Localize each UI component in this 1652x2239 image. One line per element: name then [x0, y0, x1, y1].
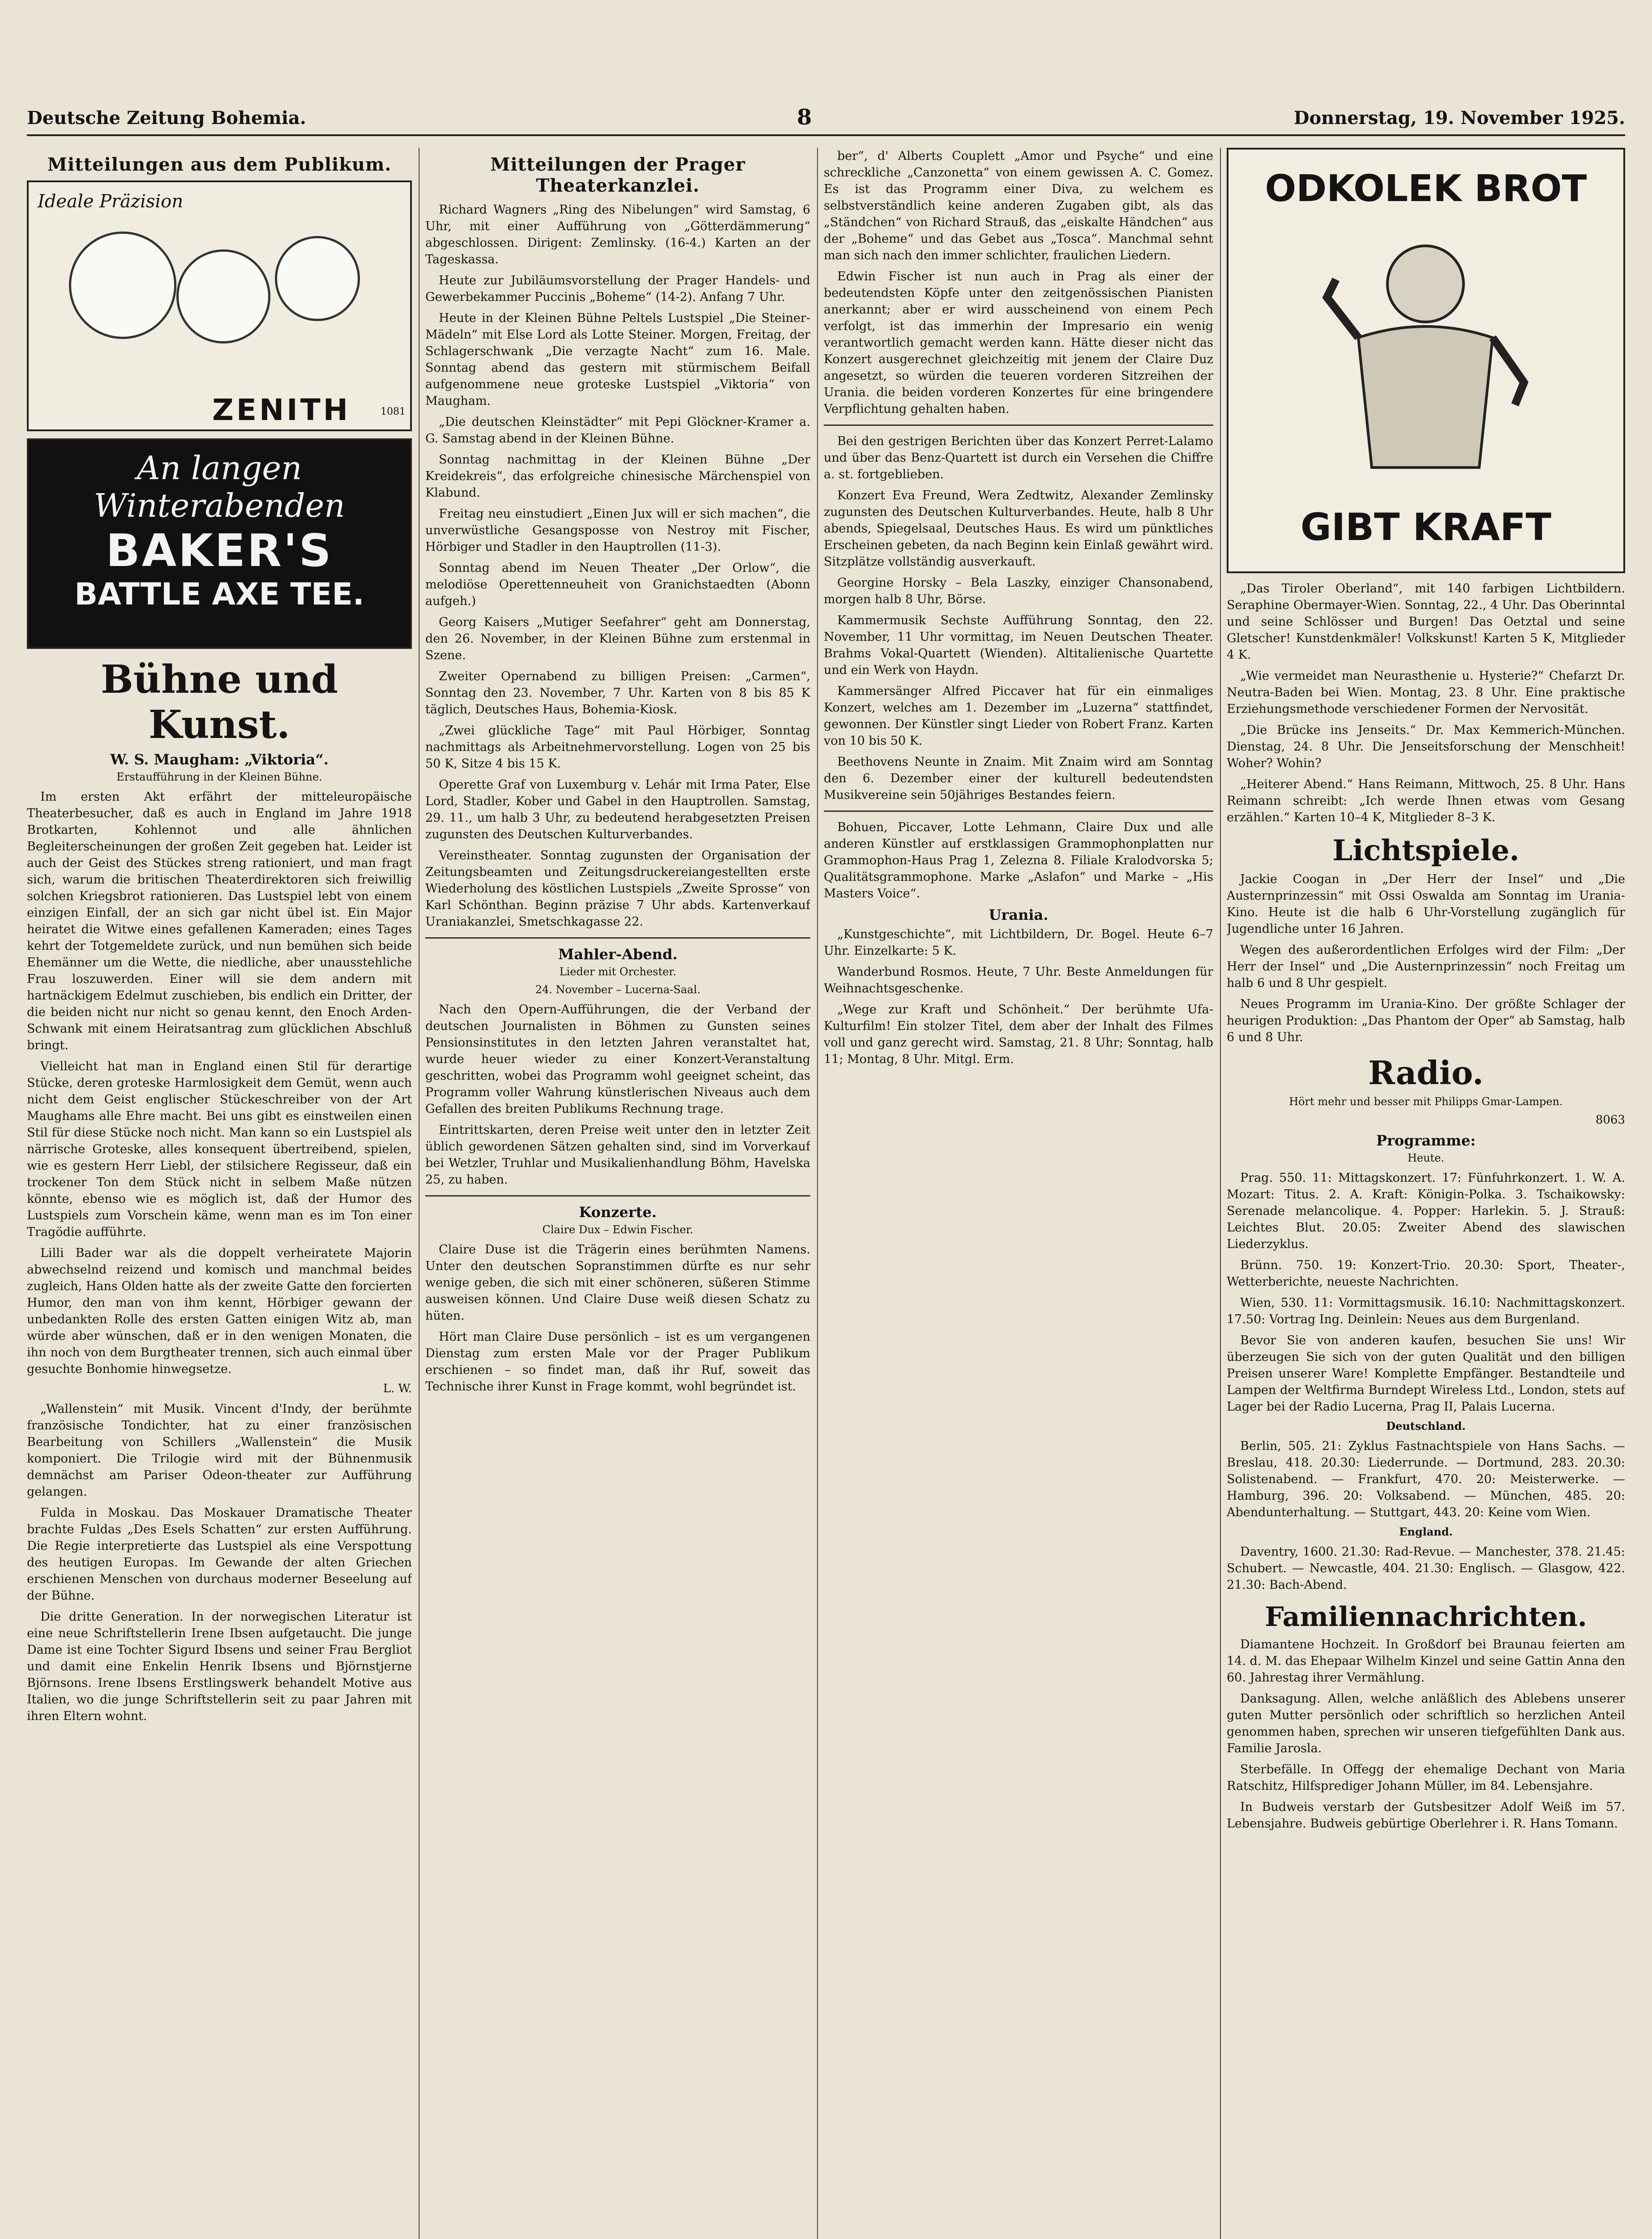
article-paragraph: Hört man Claire Duse persönlich – ist es um vergangenen Dienstag zum ersten Male vor der Prager Publikum erschienen – so findet man, daß ihr Ruf, soweit das Technische ihrer Kunst in Frage kommt, wohl begründet ist.	[425, 1330, 810, 1394]
ad-product: BATTLE AXE TEE.	[74, 577, 364, 612]
notice-paragraph: Georgine Horsky – Bela Laszky, einziger Chansonabend, morgen halb 8 Uhr, Börse.	[824, 576, 1213, 606]
article-paragraph: Claire Duse ist die Trägerin eines berühmten Namens. Unter den deutschen Sopranstimmen dürfte es nur sehr wenige geben, die sich mit einer schöneren, süßeren Stimme ausweisen können. Und Claire Duse weiß diesen Schatz zu hüten.	[425, 1243, 810, 1323]
notice-paragraph: „Zwei glückliche Tage“ mit Paul Hörbiger, Sonntag nachmittags als Arbeitnehmervorstellung. Logen von 25 bis 50 K, Sitze 4 bis 15 K.	[425, 724, 810, 771]
notice-paragraph: Wanderbund Rosmos. Heute, 7 Uhr. Beste Anmeldungen für Weihnachtsgeschenke.	[824, 965, 1213, 995]
column-2	[425, 148, 810, 2239]
family-notice: Danksagung. Allen, welche anläßlich des Ablebens unserer guten Mutter persönlich oder schriftlich so herzlichen Anteil genommen haben, sprechen wir unseren tiefgefühlten Dank aus. Familie Jarosla.	[1227, 1692, 1625, 1755]
divider	[824, 425, 1213, 426]
country-heading: Deutschland.	[1386, 1420, 1466, 1433]
notice-paragraph: „Wie vermeidet man Neurasthenie u. Hysterie?“ Chefarzt Dr. Neutra-Baden bei Wien. Montag, 23. 8 Uhr. Eine praktische Erziehungsmethode verschiedener Formen der Nervosität.	[1227, 669, 1625, 716]
pocket-watch-icon	[275, 236, 360, 321]
divider	[425, 937, 810, 939]
notice-paragraph: Bohuen, Piccaver, Lotte Lehmann, Claire Dux und alle anderen Künstler auf erstklassigen Grammophonplatten nur Grammophon-Haus Prag 1, Zelezna 8. Filiale Kralodvorska 5; Qualitätsgrammophone. Marke „Aslafon“ und Marke – „His Masters Voice“.	[824, 820, 1213, 901]
notice-paragraph: Wegen des außerordentlichen Erfolges wird der Film: „Der Herr der Insel“ und „Die Austernprinzessin“ noch Freitag um halb 6 und 8 Uhr gespielt.	[1227, 943, 1625, 990]
section-heading: Mitteilungen aus dem Publikum.	[47, 154, 392, 175]
column-rule	[817, 148, 818, 2239]
section-title: Familiennachrichten.	[1265, 1601, 1587, 1633]
notice-paragraph: „Heiterer Abend.“ Hans Reimann, Mittwoch, 25. 8 Uhr. Hans Reimann schreibt: „Ich werde Ihnen etwas vom Gesang erzählen.“ Karten 10–4 K, Mitglieder 8–3 K.	[1227, 777, 1625, 824]
notice-paragraph: Georg Kaisers „Mutiger Seefahrer“ geht am Donnerstag, den 26. November, in der Kleinen Bühne zum erstenmal in Szene.	[425, 615, 810, 662]
section-title: Urania.	[989, 906, 1049, 923]
notice-paragraph: Kammermusik Sechste Aufführung Sonntag, den 22. November, 11 Uhr vormittag, im Neuen Deutschen Theater. Brahms Vokal-Quartett (Wienden). Altitalienische Quartette und ein Werk von Haydn.	[824, 613, 1213, 677]
notice-paragraph: „Kunstgeschichte“, mit Lichtbildern, Dr. Bogel. Heute 6–7 Uhr. Einzelkarte: 5 K.	[824, 927, 1213, 958]
notice-paragraph: Freitag neu einstudiert „Einen Jux will er sich machen“, die unverwüstliche Gesangsposse von Nestroy mit Fischer, Hörbiger und Stadler in den Hauptrollen (11-3).	[425, 507, 810, 554]
pocket-watch-icon	[176, 249, 270, 343]
ad-slogan: Ideale Präzision	[38, 191, 184, 212]
notice-paragraph: Jackie Coogan in „Der Herr der Insel“ und „Die Austernprinzessin“ mit Ossi Oswalda am Sonntag im Urania-Kino. Heute ist die halb 6 Uhr-Vorstellung zugänglich für Jugendliche unter 16 Jahren.	[1227, 872, 1625, 936]
section-title: Radio.	[1368, 1054, 1484, 1092]
radio-subtitle: Hört mehr und besser mit Philipps Gmar-Lampen.	[1289, 1095, 1563, 1108]
article-paragraph: Edwin Fischer ist nun auch in Prag als einer der bedeutendsten Köpfe unter den zeitgenössischen Pianisten anerkannt; aber er wird ausscheinend von einem Pech verfolgt, ist das immerhin der Impresario ein wenig verantwortlich gemacht werden kann. Hätte dieser nicht das Konzert ausgerechnet gleichzeitig mit jenem der Claire Duz angesetzt, so würden die teueren vorderen Sitzreihen der Urania. die beiden vorderen Konzertes für eine bringendere Verpflichtung gehalten haben.	[824, 270, 1213, 416]
article-title: Konzerte.	[579, 1204, 657, 1221]
notice-paragraph: „Die Brücke ins Jenseits.“ Dr. Max Kemmerich-München. Dienstag, 24. 8 Uhr. Die Jenseitsforschung der Menschheit! Woher? Wohin?	[1227, 723, 1625, 770]
article-paragraph: ber“, d' Alberts Couplett „Amor und Psyche“ und eine schreckliche „Canzonetta“ von einem gewissen A. C. Gomez. Es ist das Programm einer Diva, zu welchem es selbstverständlich keine anderen Zugaben gibt, als das „Ständchen“ von Richard Strauß, das „eiskalte Händchen“ aus der „Boheme“ und das Gebet aus „Tosca“. Manchmal sehnt man sich nach den immer schlichter, fraulichen Liedern.	[824, 149, 1213, 262]
family-notice: Diamantene Hochzeit. In Großdorf bei Braunau feierten am 14. d. M. das Ehepaar Wilhelm Kinzel und seine Gattin Anna den 60. Jahrestag ihrer Vermählung.	[1227, 1638, 1625, 1685]
notice-paragraph: Heute in der Kleinen Bühne Peltels Lustspiel „Die Steiner-Mädeln“ mit Else Lord als Lotte Steiner. Morgen, Freitag, der Schlagerschwank „Die verzagte Nacht“ zum 16. Male. Sonntag abend das gestern mit stürmischem Beifall aufgenommene neue groteske Lustspiel „Viktoria“ von Maugham.	[425, 311, 810, 408]
article-paragraph: Lilli Bader war als die doppelt verheiratete Majorin abwechselnd reizend und komisch und manchmal beides zugleich, Hans Olden hatte als der zweite Gatte den forcierten Humor, den man von ihm kennt, Hörbiger gewann der unbedankten Rolle des ersten Gatten einigen Witz ab, man würde aber wünschen, daß er in den wenigen Monaten, die ihn noch von dem Burgtheater trennen, sich auch einmal über gesuchte Bonhomie hinwegsetze.	[27, 1246, 412, 1376]
notice-paragraph: Sonntag abend im Neuen Theater „Der Orlow“, die melodiöse Operettenneuheit von Granichstaedten (Abonn aufgeh.)	[425, 561, 810, 608]
article-paragraph: Fulda in Moskau. Das Moskauer Dramatische Theater brachte Fuldas „Des Esels Schatten“ zur ersten Aufführung. Die Regie interpretierte das Lustspiel als eine Verspottung des heutigen Europas. Im Gewande der alten Griechen erschienen Menschen von durchaus moderner Beseelung auf der Bühne.	[27, 1506, 412, 1603]
notice-paragraph: Kammersänger Alfred Piccaver hat für ein einmaliges Konzert, welches am 1. Dezember im „Luzerna“ stattfindet, gewonnen. Der Künstler singt Lieder von Robert Franz. Karten von 10 bis 50 K.	[824, 684, 1213, 748]
ad-line: An langen	[137, 449, 302, 487]
radio-listing: Brünn. 750. 19: Konzert-Trio. 20.30: Sport, Theater-, Wetterberichte, neueste Nachrichten.	[1227, 1258, 1625, 1289]
article-title: Mahler-Abend.	[558, 946, 678, 963]
notice-paragraph: Zweiter Opernabend zu billigen Preisen: „Carmen“, Sonntag den 23. November, 7 Uhr. Karten von 8 bis 85 K täglich, Deutsches Haus, Bohemia-Kiosk.	[425, 669, 810, 716]
masthead	[27, 103, 1625, 136]
radio-listing: Daventry, 1600. 21.30: Rad-Revue. — Manchester, 378. 21.45: Schubert. — Newcastle, 404. 21.30: Englisch. — Glasgow, 422. 21.30: Bach-Abend.	[1227, 1545, 1625, 1592]
notice-paragraph: Bei den gestrigen Berichten über das Konzert Perret-Lalamo und über das Benz-Quartett ist durch ein Versehen die Chiffre a. st. fortgeblieben.	[824, 434, 1213, 481]
article-title: W. S. Maugham: „Viktoria“.	[110, 751, 329, 768]
program-day: Heute.	[1407, 1152, 1445, 1164]
odkolek-advertisement	[1227, 148, 1625, 573]
family-notice: In Budweis verstarb der Gutsbesitzer Adolf Weiß im 57. Lebensjahre. Budweis gebürtige Oberlehrer i. R. Hans Tomann.	[1227, 1800, 1625, 1831]
notice-paragraph: Beethovens Neunte in Znaim. Mit Znaim wird am Sonntag den 6. Dezember einer der kulturell bedeutendsten Musikvereine sein 50jähriges Bestandes feiern.	[824, 755, 1213, 802]
page-number: 8	[797, 105, 812, 130]
strongman-illustration	[1318, 235, 1533, 485]
author-signature: L. W.	[383, 1382, 412, 1395]
article-subtitle: Claire Dux – Edwin Fischer.	[542, 1223, 693, 1236]
ad-brand: ODKOLEK BROT	[1265, 167, 1587, 210]
radio-listing: Bevor Sie von anderen kaufen, besuchen Sie uns! Wir überzeugen Sie sich von der guten Qualität und den billigen Preisen unserer Ware! Komplette Empfänger. Bestandteile und Lampen der Weltfirma Burndept Wireless Ltd., London, stets auf Lager bei der Radio Lucerna, Prag II, Palais Lucerna.	[1227, 1334, 1625, 1414]
article-paragraph: „Wallenstein“ mit Musik. Vincent d'Indy, der berühmte französische Tondichter, hat zu einer französischen Bearbeitung von Schillers „Wallenstein“ die Musik komponiert. Die Trilogie wird mit der Bühnenmusik demnächst am Pariser Odeon-theater zur Aufführung gelangen.	[27, 1402, 412, 1499]
divider	[425, 1195, 810, 1197]
radio-listing: Berlin, 505. 21: Zyklus Fastnachtspiele von Hans Sachs. — Breslau, 418. 20.30: Liederrunde. — Dortmund, 283. 20.30: Solistenabend. — Frankfurt, 470. 20: Meisterwerke. — Hamburg, 396. 20: Volksabend. — München, 485. 20: Abendunterhaltung. — Stuttgart, 443. 20: Keine vom Wien.	[1227, 1439, 1625, 1519]
ad-line: Winterabenden	[94, 487, 345, 524]
zenith-advertisement	[27, 180, 412, 431]
article-paragraph: Im ersten Akt erfährt der mitteleuropäische Theaterbesucher, daß es auch in England im Jahre 1918 Brotkarten, Kohlennot und alle ähnlichen Begleiterscheinungen der großen Zeit gegeben hat. Leider ist auch der Geist des Stückes streng rationiert, und man fragt sich, warum die britischen Theaterdirektoren sich freiwillig solchen Kriegsbrot rationieren. Das Lustspiel lebt von einem einzigen Einfall, der an sich gar nicht übel ist. Ein Major heiratet die Witwe eines gefallenen Kameraden; eines Tages kehrt der Totgemeldete zurück, und nun bemühen sich beide Ehemänner um die Wette, die niedliche, aber unausstehliche Frau loszuwerden. Einer will sie dem andern mit hartnäckigem Edelmut zuschieben, bis endlich ein Dritter, der die beiden nicht nur nicht so genau kennt, den Enoch Arden-Schwank mit einem Heiratsantrag zum glücklichen Abschluß bringt.	[27, 790, 412, 1052]
article-paragraph: Eintrittskarten, deren Preise weit unter den in letzter Zeit üblich gewordenen Sätzen gehalten sind, sind im Vorverkauf bei Wetzler, Truhlar und Musikalienhandlung Böhm, Havelska 25, zu haben.	[425, 1123, 810, 1187]
ad-number: 1081	[381, 406, 406, 417]
bakers-tea-advertisement	[27, 438, 412, 649]
radio-listing: Prag. 550. 11: Mittagskonzert. 17: Fünfuhrkonzert. 1. W. A. Mozart: Titus. 2. A. Kraft: Königin-Polka. 3. Tschaikowsky: Serenade melancolique. 4. Popper: Harlekin. 5. J. Strauß: Leichtes Blut. 20.05: Zweiter Abend des slawischen Liederzyklus.	[1227, 1171, 1625, 1251]
ad-brand: BAKER'S	[106, 524, 333, 577]
article-paragraph: Die dritte Generation. In der norwegischen Literatur ist eine neue Schriftstellerin Irene Ibsen aufgetaucht. Die junge Dame ist eine Tochter Sigurd Ibsens und seiner Frau Bergliot und damit eine Enkelin Henrik Ibsens und Björnstjerne Björnsons. Irene Ibsens Erstlingswerk behandelt Motive aus Italien, wo die junge Schriftstellerin seit zu paar Jahren mit ihren Eltern wohnt.	[27, 1610, 412, 1723]
radio-listing: Wien, 530. 11: Vormittagsmusik. 16.10: Nachmittagskonzert. 17.50: Vortrag Ing. Deinlein: Neues aus dem Burgenland.	[1227, 1296, 1625, 1326]
notice-paragraph: Sonntag nachmittag in der Kleinen Bühne „Der Kreidekreis“, das erfolgreiche chinesische Märchenspiel von Klabund.	[425, 453, 810, 500]
ad-slogan: GIBT KRAFT	[1300, 505, 1552, 549]
section-title: Bühne und Kunst.	[100, 657, 338, 747]
program-heading: Programme:	[1376, 1132, 1476, 1149]
country-heading: England.	[1399, 1525, 1453, 1538]
article-dateline: 24. November – Lucerna-Saal.	[535, 983, 701, 996]
family-notice: Sterbefälle. In Offegg der ehemalige Dechant von Maria Ratschitz, Hilfsprediger Johann Müller, im 84. Lebensjahre.	[1227, 1763, 1625, 1793]
column-rule	[1220, 148, 1221, 2239]
article-paragraph: Nach den Opern-Aufführungen, die der Verband der deutschen Journalisten in Böhmen zu Gunsten seines Pensionsinstitutes in den letzten Jahren veranstaltet hat, wurde heuer wieder zu einer Konzert-Veranstaltung geschritten, wobei das Programm wohl geeignet scheint, das Programm voller Wahrung künstlerischen Niveaus auch dem Gefallen des breiten Publikums Rechnung trage.	[425, 1003, 810, 1116]
article-subtitle: Lieder mit Orchester.	[559, 965, 676, 978]
ad-number: 8063	[1595, 1113, 1625, 1127]
issue-date: Donnerstag, 19. November 1925.	[1293, 107, 1625, 129]
notice-paragraph: Konzert Eva Freund, Wera Zedtwitz, Alexander Zemlinsky zugunsten des Deutschen Kulturverbandes. Heute, halb 8 Uhr abends, Spiegelsaal, Deutsches Haus. Es wird um pünktliches Erscheinen gebeten, da nach Beginn kein Einlaß gewährt wird. Sitzplätze vollständig ausverkauft.	[824, 489, 1213, 569]
pocket-watch-icon	[69, 232, 176, 339]
column-3	[824, 148, 1213, 2239]
column-1	[27, 148, 412, 2239]
notice-paragraph: Heute zur Jubiläumsvorstellung der Prager Handels- und Gewerbekammer Puccinis „Boheme“ (14-2). Anfang 7 Uhr.	[425, 274, 810, 304]
divider	[824, 811, 1213, 812]
notice-paragraph: Richard Wagners „Ring des Nibelungen“ wird Samstag, 6 Uhr, mit einer Aufführung von „Götterdämmerung“ abgeschlossen. Dirigent: Zemlinsky. (16-4.) Karten an der Tageskassa.	[425, 203, 810, 266]
notice-paragraph: Operette Graf von Luxemburg v. Lehár mit Irma Pater, Else Lord, Stadler, Kober und Gabel in den Hauptrollen. Samstag, 29. 11., um halb 3 Uhr, zu bedeutend herabgesetzten Preisen zugunsten des Deutschen Kulturverbandes.	[425, 778, 810, 841]
article-subtitle: Erstaufführung in der Kleinen Bühne.	[116, 771, 322, 783]
newspaper-name: Deutsche Zeitung Bohemia.	[27, 107, 306, 129]
notice-paragraph: Neues Programm im Urania-Kino. Der größte Schlager der heurigen Produktion: „Das Phantom der Oper“ ab Samstag, halb 6 und 8 Uhr.	[1227, 997, 1625, 1044]
section-heading: Mitteilungen der Prager Theaterkanzlei.	[490, 154, 745, 196]
notice-paragraph: „Wege zur Kraft und Schönheit.“ Der berühmte Ufa-Kulturfilm! Ein stolzer Titel, dem aber der Inhalt des Filmes voll und ganz gerecht wird. Samstag, 21. 8 Uhr; Sonntag, halb 11; Montag, 8 Uhr. Mitgl. Erm.	[824, 1003, 1213, 1066]
article-paragraph: Vielleicht hat man in England einen Stil für derartige Stücke, deren groteske Harmlosigkeit dem Gemüt, wenn auch nicht dem Geist englischer Stückeschreiber von der Art Maughams alle Ehre macht. Bei uns gibt es einstweilen einen Stil für diese Stücke noch nicht. Man kann so ein Lustspiel als närrische Groteske, alles konsequent übertreibend, spielen, wie es gestern Herr Liebl, der stilsichere Regisseur, daß ein trockener Ton dem Stück nicht in selbem Maße nützen könnte, ebenso wie es möglich ist, daß der Humor des Lustspiels zum Vorschein käme, wenn man es im Ton einer Tragödie aufführte.	[27, 1059, 412, 1239]
section-title: Lichtspiele.	[1332, 834, 1519, 867]
notice-paragraph: „Die deutschen Kleinstädter“ mit Pepi Glöckner-Kramer a. G. Samstag abend in der Kleinen Bühne.	[425, 415, 810, 446]
column-4	[1227, 148, 1625, 2239]
notice-paragraph: Vereinstheater. Sonntag zugunsten der Organisation der Zeitungsbeamten und Zeitungsdruckereiangestellten erste Wiederholung des köstlichen Lustspiels „Zweite Sprosse“ von Karl Schönthan. Beginn präzise 7 Uhr abds. Kartenverkauf Uraniakanzlei, Smetschkagasse 22.	[425, 849, 810, 929]
notice-paragraph: „Das Tiroler Oberland“, mit 140 farbigen Lichtbildern. Seraphine Obermayer-Wien. Sonntag, 22., 4 Uhr. Das Oberinntal und seine Schlösser und Burgen! Das Oetztal und seine Gletscher! Kunstdenkmäler! Volkskunst! Karten 5 K, Mitglieder 4 K.	[1227, 582, 1625, 662]
zenith-logo: ZENITH	[212, 393, 351, 427]
